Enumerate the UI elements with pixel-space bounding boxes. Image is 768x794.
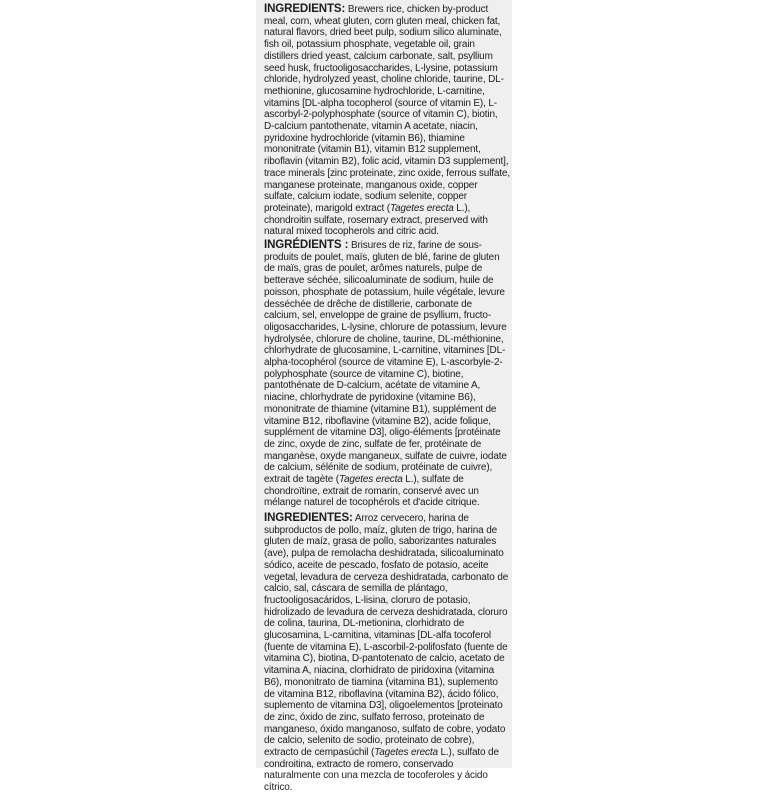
text-spanish-part2: L.), sulfato de condroitina, extracto de romero, conservado naturalmente con una mezcla de tocoferoles y ácido cítrico. bbox=[264, 747, 499, 794]
heading-spanish: INGREDIENTES: bbox=[264, 512, 353, 524]
text-french-part1: Brisures de riz, farine de sous-produits de poulet, maïs, gluten de blé, farine de gluten de maïs, gras de poulet, arômes naturels, pulpe de betterave séchée, silicoaluminate de sodium, huile de poisson, phosphate de potassium, huile végétale, levure desséchée de drêche de distillerie, carbonate de calcium, sel, enveloppe de graine de psyllium, fructo-oligosaccharides, L-lysine, chlorure de potassium, levure hydrolysée, chlorure de choline, taurine, DL-méthionine, chlorhydrate de glucosamine, L-carnitine, vitamines [DL-alpha-tocophérol (source de vitamine E), L-ascorbyle-2-polyphosphate (source de vitamine C), biotine, pantothénate de D-calcium, acétate de vitamine A, niacine, chlorhydrate de pyridoxine (vitamine B6), mononitrate de thiamine (vitamine B1), supplément de vitamine B12, riboflavine (vitamine B2), acide folique, supplément de vitamine D3], oligo-éléments [protéinate de zinc, oxyde de zinc, sulfate de fer, protéinate de manganèse, oxyde manganeux, sulfate de cuivre, iodate de calcium, sélénite de sodium, protéinate de cuivre), extrait de tagète ( bbox=[264, 240, 507, 486]
text-english-latin-name: Tagetes erecta bbox=[389, 202, 454, 214]
ingredients-label-panel bbox=[256, 0, 512, 794]
heading-french: INGRÉDIENTS : bbox=[264, 239, 349, 251]
text-english-part2: L.), chondroitin sulfate, rosemary extract, preserved with natural mixed tocopherols and citric acid. bbox=[264, 202, 488, 238]
text-english-part1: Brewers rice, chicken by-product meal, corn, wheat gluten, corn gluten meal, chicken fat, natural flavors, dried beet pulp, sodium silico aluminate, fish oil, potassium phosphate, vegetable oil, grain distillers dried yeast, calcium carbonate, salt, psyllium seed husk, fructooligosaccharides, L-lysine, potassium chloride, hydrolyzed yeast, choline chloride, taurine, DL-methionine, glucosamine hydrochloride, L-carnitine, vitamins [DL-alpha tocopherol (source of vitamin E), L-ascorbyl-2-polyphosphate (source of vitamin C), biotin, D-calcium pantothenate, vitamin A acetate, niacin, pyridoxine hydrochloride (vitamin B6), thiamine mononitrate (vitamin B1), vitamin B12 supplement, riboflavin (vitamin B2), folic acid, vitamin D3 supplement], trace minerals [zinc proteinate, zinc oxide, ferrous sulfate, manganese proteinate, manganous oxide, copper sulfate, calcium iodate, sodium selenite, copper proteinate), marigold extract ( bbox=[264, 4, 510, 214]
ingredients-french bbox=[264, 240, 510, 509]
text-french-latin-name: Tagetes erecta bbox=[338, 474, 403, 486]
text-spanish-part1: Arroz cervecero, harina de subproductos de pollo, maíz, gluten de trigo, harina de gluten de maíz, grasa de pollo, saborizantes naturales (ave), pulpa de remolacha deshidratada, silicoaluminato sódico, aceite de pescado, fosfato de potasio, aceite vegetal, levadura de cerveza deshidratada, carbonato de calcio, sal, cáscara de semilla de plántago, fructooligosacáridos, L-lisina, cloruro de potasio, hidrolizado de levadura de cerveza deshidratada, cloruro de colina, taurina, DL-metionina, clorhidrato de glucosamina, L-carnitina, vitaminas [DL-alfa tocoferol (fuente de vitamina E), L-ascorbil-2-polifosfato (fuente de vitamina C), biotina, D-pantotenato de calcio, acetato de vitamina A, niacina, clorhidrato de piridoxina (vitamina B6), mononitrato de tiamina (vitamina B1), suplemento de vitamina B12, riboflavina (vitamina B2), ácido fólico, suplemento de vitamina D3], oligoelementos [proteinato de zinc, óxido de zinc, sulfato ferroso, proteinato de manganeso, óxido manganoso, sulfato de cobre, yodato de calcio, selenito de sodio, proteinato de cobre), extracto de cempasúchil ( bbox=[264, 513, 509, 759]
heading-english: INGREDIENTS: bbox=[264, 3, 346, 15]
text-french-part2: L.), sulfate de chondroïtine, extrait de romarin, conservé avec un mélange naturel de tocophérols et d'acide citrique. bbox=[264, 474, 480, 509]
ingredients-english bbox=[264, 4, 510, 238]
ingredients-spanish bbox=[264, 513, 510, 794]
text-spanish-latin-name: Tagetes erecta bbox=[374, 747, 438, 759]
